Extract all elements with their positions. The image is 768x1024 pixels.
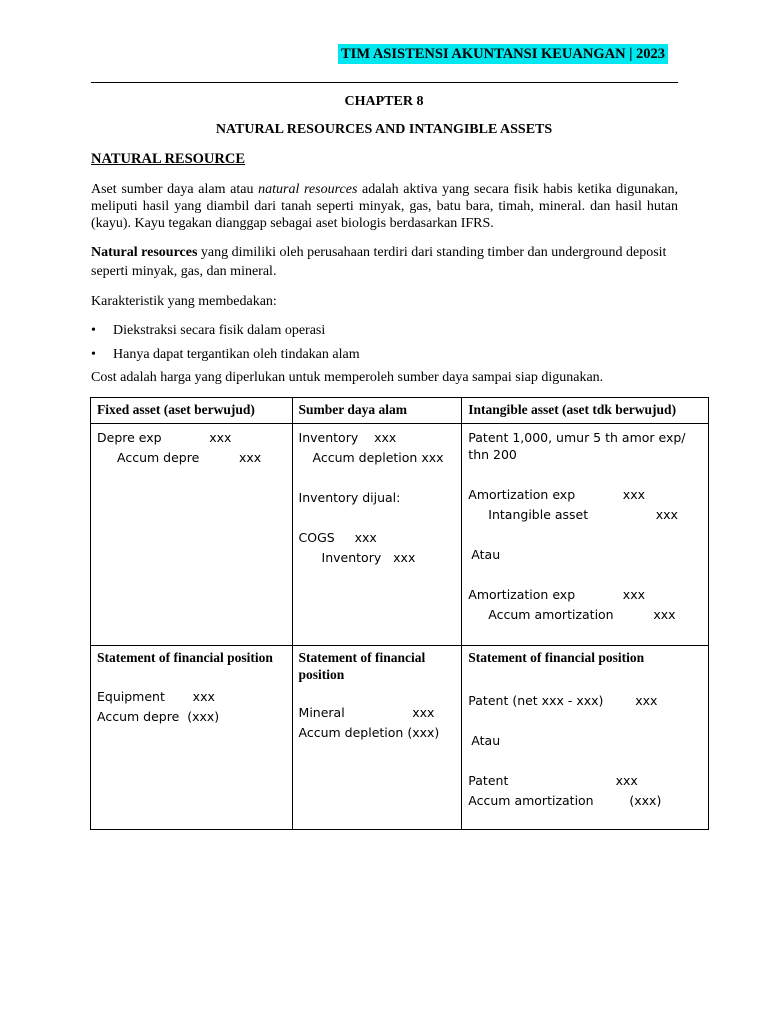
accounting-comparison-table: [90, 397, 709, 830]
position-line: Accum depletion (xxx): [298, 725, 440, 740]
journal-line: Atau: [471, 547, 501, 562]
cell-natural-resource-position: [292, 646, 462, 830]
table-header-row: [91, 398, 709, 424]
cell-title: Statement of financial position: [97, 650, 273, 665]
position-line: Patent xxx: [468, 772, 638, 788]
position-line: Equipment xxx: [97, 688, 215, 704]
header-intangible-asset: Intangible asset (aset tdk berwujud): [462, 398, 709, 424]
position-line: Patent (net xxx - xxx) xxx: [468, 692, 658, 708]
journal-line: Amortization exp xxx: [468, 487, 645, 502]
position-line: Mineral xxx: [298, 705, 435, 720]
bullet-text: Hanya dapat tergantikan oleh tindakan alam: [113, 347, 360, 362]
bullet-text: Diekstraksi secara fisik dalam operasi: [113, 323, 326, 338]
cell-title: Statement of financial position: [298, 650, 426, 682]
para1-italic-term: natural resources: [258, 182, 358, 197]
journal-line: thn 200: [468, 447, 517, 462]
position-line: Accum amortization (xxx): [468, 792, 662, 808]
cell-title: Statement of financial position: [468, 650, 645, 665]
para2-text: yang dimiliki oleh perusahaan terdiri dari standing timber dan underground deposit seperti minyak, gas, dan mineral.: [91, 245, 667, 279]
header-fixed-asset: Fixed asset (aset berwujud): [91, 398, 293, 424]
header-divider: [91, 82, 678, 83]
cell-intangible-asset-journal: [462, 424, 709, 646]
table-row-financial-position: [91, 646, 709, 830]
header-badge: TIM ASISTENSI AKUNTANSI KEUANGAN | 2023: [338, 44, 668, 64]
para1-text-post: adalah aktiva yang secara fisik habis ketika digunakan, meliputi hasil yang diambil dari tanah seperti minyak, gas, batu bara, timah, mineral. dan hasil hutan (kayu). Kayu tegakan dianggap sebagai aset biologis berdasarkan IFRS.: [91, 182, 679, 231]
header-natural-resource: Sumber daya alam: [292, 398, 462, 424]
table-row-journal-entries: [91, 424, 709, 646]
para1-text-pre: Aset sumber daya alam atau: [91, 182, 259, 197]
journal-line: Inventory dijual:: [298, 490, 401, 505]
para2-bold-term: Natural resources: [91, 245, 198, 260]
bullet-marker: •: [91, 347, 96, 362]
paragraph-natural-resource-definition: [91, 181, 678, 232]
journal-line: Accum amortization xxx: [488, 607, 676, 622]
journal-line: Depre exp xxx: [97, 430, 232, 445]
bullet-marker: •: [91, 323, 96, 338]
journal-line: Patent 1,000, umur 5 th amor exp/: [468, 430, 686, 445]
cell-natural-resource-journal: [292, 424, 462, 646]
paragraph-characteristics: Karakteristik yang membedakan:: [91, 294, 277, 309]
section-title: NATURAL RESOURCE: [91, 151, 246, 167]
position-line: Accum depre (xxx): [97, 708, 220, 724]
journal-line: Inventory xxx: [298, 430, 397, 445]
bullet-item: [91, 346, 360, 363]
journal-line: Accum depletion xxx: [312, 450, 444, 465]
paragraph-natural-resources-owned: [91, 243, 681, 281]
cell-fixed-asset-position: [91, 646, 293, 830]
bullet-item: [91, 322, 325, 339]
journal-line: Accum depre xxx: [117, 450, 262, 465]
journal-line: Inventory xxx: [321, 550, 416, 565]
paragraph-cost: Cost adalah harga yang diperlukan untuk memperoleh sumber daya sampai siap digunakan.: [91, 370, 604, 385]
journal-line: Intangible asset xxx: [488, 507, 678, 522]
chapter-number: CHAPTER 8: [344, 94, 424, 109]
journal-line: Amortization exp xxx: [468, 587, 645, 602]
journal-line: COGS xxx: [298, 530, 377, 545]
position-line: Atau: [471, 732, 501, 748]
cell-intangible-asset-position: [462, 646, 709, 830]
cell-fixed-asset-journal: [91, 424, 293, 646]
chapter-title: NATURAL RESOURCES AND INTANGIBLE ASSETS: [215, 122, 553, 137]
